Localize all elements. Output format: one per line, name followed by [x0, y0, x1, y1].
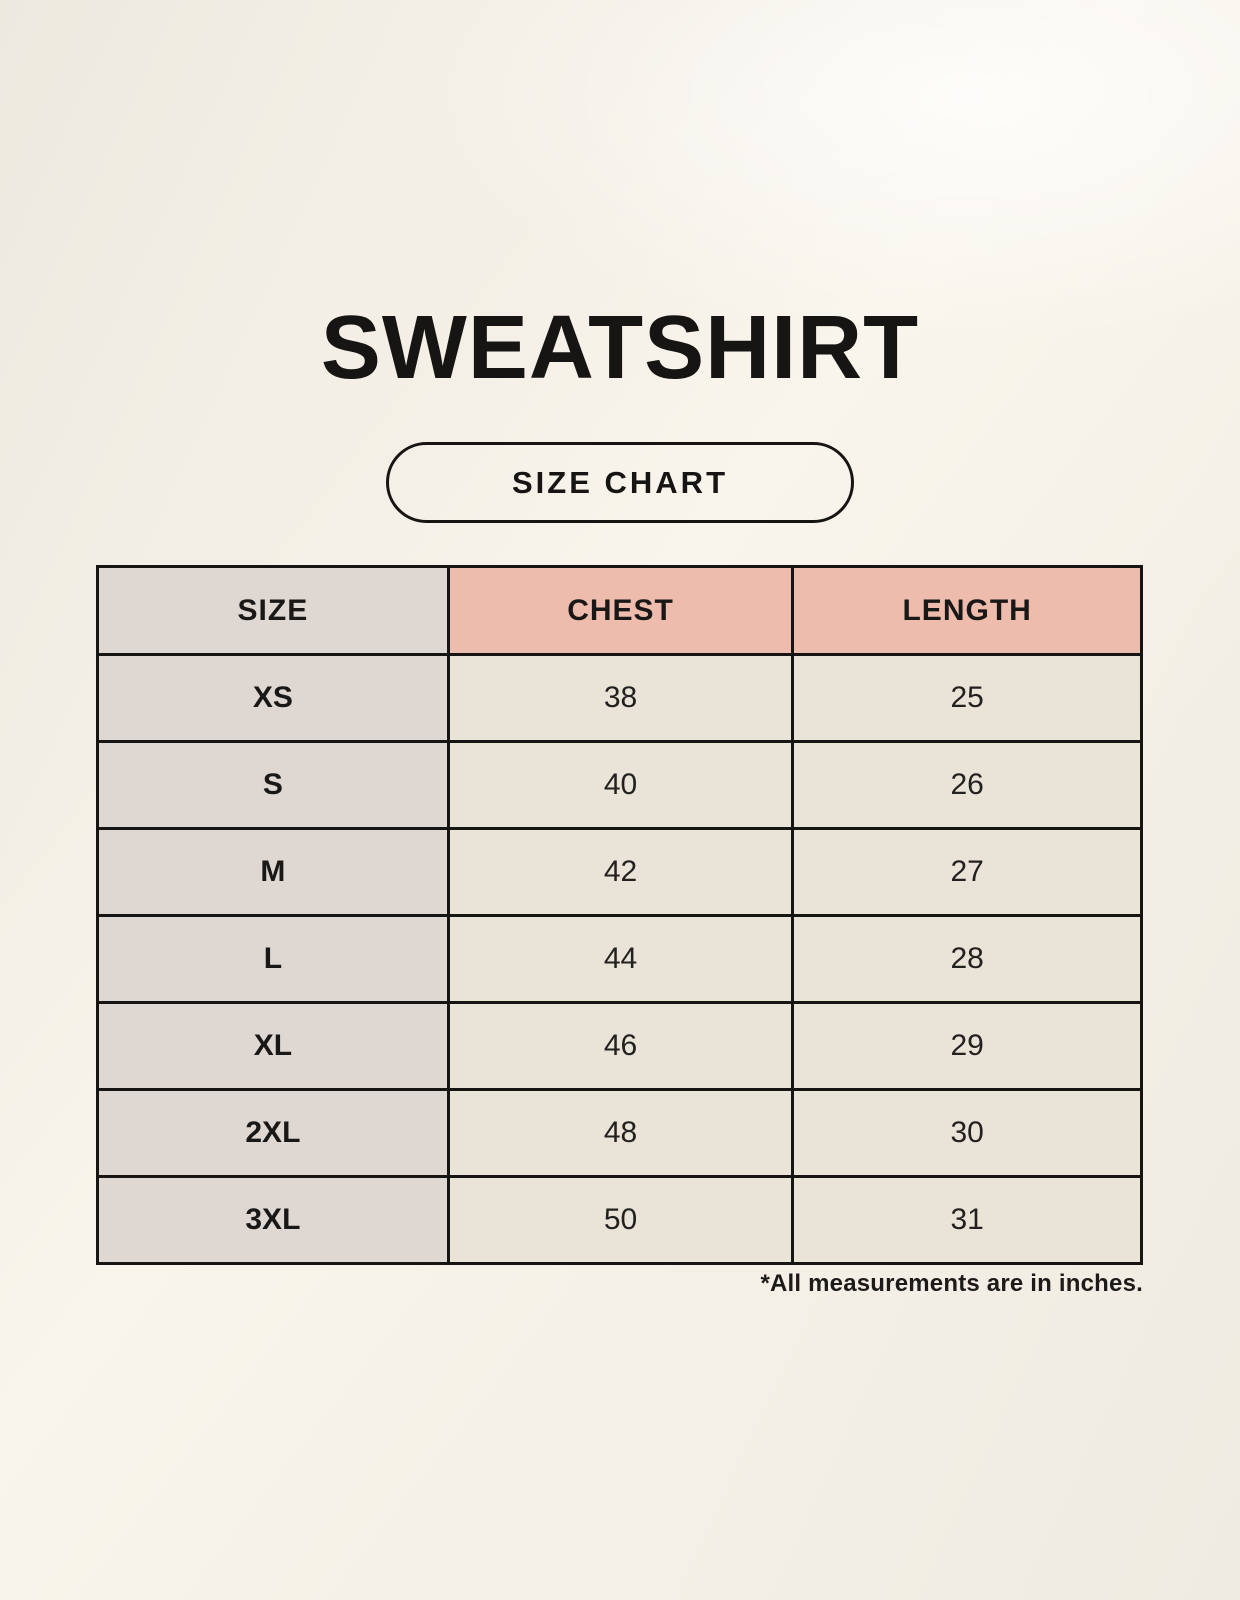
- table-row-xl: [98, 1003, 1142, 1090]
- table-row-s: [98, 742, 1142, 829]
- length-value: 30: [793, 1090, 1142, 1177]
- chest-value: 46: [448, 1003, 793, 1090]
- table-row-xs: [98, 655, 1142, 742]
- size-label: 3XL: [98, 1177, 449, 1264]
- chest-value: 44: [448, 916, 793, 1003]
- chest-value: 42: [448, 829, 793, 916]
- length-value: 27: [793, 829, 1142, 916]
- length-value: 28: [793, 916, 1142, 1003]
- table-row-l: [98, 916, 1142, 1003]
- chest-value: 38: [448, 655, 793, 742]
- page-title: SWEATSHIRT: [320, 298, 920, 398]
- table-row-m: [98, 829, 1142, 916]
- chest-value: 40: [448, 742, 793, 829]
- length-value: 25: [793, 655, 1142, 742]
- size-chart-badge-label: SIZE CHART: [512, 464, 728, 500]
- size-label: XL: [98, 1003, 449, 1090]
- size-label: L: [98, 916, 449, 1003]
- column-header-size: SIZE: [98, 567, 449, 655]
- length-value: 31: [793, 1177, 1142, 1264]
- column-header-length: LENGTH: [793, 567, 1142, 655]
- size-chart-badge: [386, 442, 854, 523]
- length-value: 26: [793, 742, 1142, 829]
- size-table: [96, 565, 1143, 1265]
- measurement-footnote: *All measurements are in inches.: [760, 1270, 1143, 1297]
- length-value: 29: [793, 1003, 1142, 1090]
- size-label: M: [98, 829, 449, 916]
- size-label: XS: [98, 655, 449, 742]
- size-label: S: [98, 742, 449, 829]
- table-header-row: [98, 567, 1142, 655]
- chest-value: 48: [448, 1090, 793, 1177]
- size-label: 2XL: [98, 1090, 449, 1177]
- table-row-3xl: [98, 1177, 1142, 1264]
- column-header-chest: CHEST: [448, 567, 793, 655]
- table-row-2xl: [98, 1090, 1142, 1177]
- chest-value: 50: [448, 1177, 793, 1264]
